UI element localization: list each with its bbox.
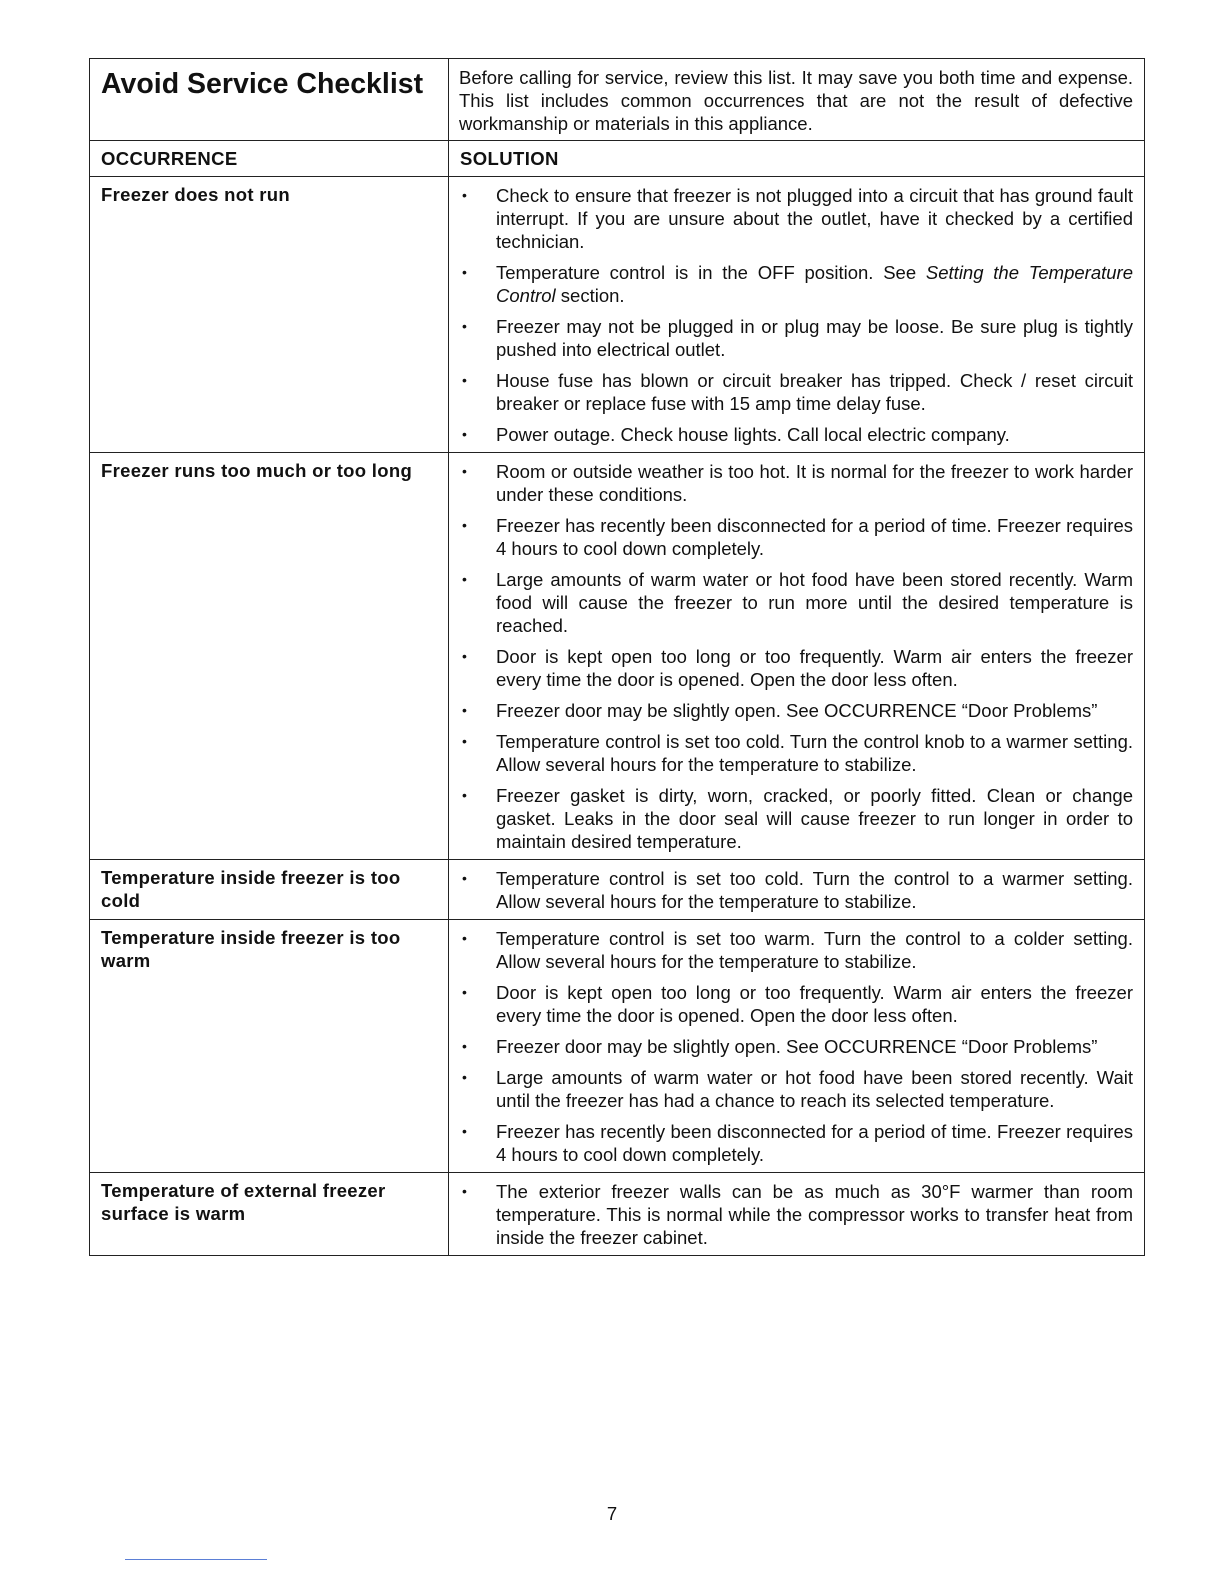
solution-item xyxy=(459,423,1133,446)
bullet-icon: • xyxy=(462,1038,467,1054)
solution-item xyxy=(459,514,1133,560)
page-title: Avoid Service Checklist xyxy=(101,68,424,100)
solution-text: Large amounts of warm water or hot food have been stored recently. Warm food will cause the freezer to run more until the desired temperature is reached. xyxy=(496,569,1133,636)
bullet-icon: • xyxy=(462,984,467,1000)
solution-item xyxy=(459,645,1133,691)
solution-item xyxy=(459,867,1133,913)
solution-item xyxy=(459,699,1133,722)
bullet-icon: • xyxy=(462,648,467,664)
solution-text: Freezer may not be plugged in or plug may be loose. Be sure plug is tightly pushed into electrical outlet. xyxy=(496,316,1133,360)
solution-text: Power outage. Check house lights. Call local electric company. xyxy=(496,424,1010,445)
solution-text: Check to ensure that freezer is not plugged into a circuit that has ground fault interrupt. If you are unsure about the outlet, have it checked by a certified technician. xyxy=(496,185,1133,252)
solution-list xyxy=(459,867,1133,913)
bullet-icon: • xyxy=(462,517,467,533)
bullet-icon: • xyxy=(462,1123,467,1139)
solution-text: Temperature control is set too cold. Turn the control knob to a warmer setting. Allow several hours for the temperature to stabilize. xyxy=(496,731,1133,775)
solution-text: Large amounts of warm water or hot food have been stored recently. Wait until the freezer has had a chance to reach its selected temperature. xyxy=(496,1067,1133,1111)
page-number: 7 xyxy=(606,1503,618,1524)
solution-item xyxy=(459,730,1133,776)
solution-list xyxy=(459,927,1133,1166)
solution-item xyxy=(459,981,1133,1027)
occurrence-cell: Freezer runs too much or too long xyxy=(90,453,449,860)
bullet-icon: • xyxy=(462,787,467,803)
solution-item xyxy=(459,1035,1133,1058)
solution-text: Temperature control is set too warm. Turn the control to a colder setting. Allow several hours for the temperature to stabilize. xyxy=(496,928,1133,972)
bullet-icon: • xyxy=(462,187,467,203)
occurrence-header: OCCURRENCE xyxy=(90,141,449,177)
solution-text: Freezer has recently been disconnected for a period of time. Freezer requires 4 hours to cool down completely. xyxy=(496,515,1133,559)
bullet-icon: • xyxy=(462,733,467,749)
occurrence-cell: Temperature of external freezer surface is warm xyxy=(90,1173,449,1256)
bullet-icon: • xyxy=(462,571,467,587)
solution-item xyxy=(459,1180,1133,1249)
title-row xyxy=(90,59,1145,141)
bullet-icon: • xyxy=(462,930,467,946)
solution-item xyxy=(459,927,1133,973)
checklist-row xyxy=(90,920,1145,1173)
solution-text: Door is kept open too long or too frequently. Warm air enters the freezer every time the door is opened. Open the door less often. xyxy=(496,646,1133,690)
solution-text: Freezer door may be slightly open. See OCCURRENCE “Door Problems” xyxy=(496,700,1098,721)
bullet-icon: • xyxy=(462,702,467,718)
occurrence-cell: Freezer does not run xyxy=(90,177,449,453)
bullet-icon: • xyxy=(462,318,467,334)
bullet-icon: • xyxy=(462,264,467,280)
solution-list xyxy=(459,460,1133,853)
solution-header: SOLUTION xyxy=(449,141,1145,177)
bullet-icon: • xyxy=(462,870,467,886)
solution-cell xyxy=(449,177,1145,453)
solution-item xyxy=(459,1066,1133,1112)
solution-item xyxy=(459,261,1133,307)
solution-list xyxy=(459,1180,1133,1249)
solution-text: Temperature control is set too cold. Turn the control to a warmer setting. Allow several hours for the temperature to stabilize. xyxy=(496,868,1133,912)
solution-item xyxy=(459,315,1133,361)
occurrence-cell: Temperature inside freezer is too cold xyxy=(90,860,449,920)
solution-item xyxy=(459,1120,1133,1166)
checklist-row xyxy=(90,860,1145,920)
bullet-icon: • xyxy=(462,1069,467,1085)
solution-text: Freezer gasket is dirty, worn, cracked, or poorly fitted. Clean or change gasket. Leaks in the door seal will cause freezer to run longer in order to maintain desired temperature. xyxy=(496,785,1133,852)
solution-list xyxy=(459,184,1133,446)
solution-text: Freezer has recently been disconnected for a period of time. Freezer requires 4 hours to cool down completely. xyxy=(496,1121,1133,1165)
solution-text: Temperature control is in the OFF position. See xyxy=(496,262,926,283)
solution-text: House fuse has blown or circuit breaker has tripped. Check / reset circuit breaker or replace fuse with 15 amp time delay fuse. xyxy=(496,370,1133,414)
bullet-icon: • xyxy=(462,1183,467,1199)
solution-text: Door is kept open too long or too frequently. Warm air enters the freezer every time the door is opened. Open the door less often. xyxy=(496,982,1133,1026)
solution-cell xyxy=(449,1173,1145,1256)
checklist-row xyxy=(90,453,1145,860)
solution-cell xyxy=(449,920,1145,1173)
solution-item xyxy=(459,784,1133,853)
solution-item xyxy=(459,369,1133,415)
checklist-row xyxy=(90,1173,1145,1256)
solution-cell xyxy=(449,453,1145,860)
section-reference: Setting the Temperature Control xyxy=(496,262,1133,306)
avoid-service-checklist-table xyxy=(89,58,1145,1256)
solution-item xyxy=(459,460,1133,506)
occurrence-cell: Temperature inside freezer is too warm xyxy=(90,920,449,1173)
solution-item xyxy=(459,184,1133,253)
title-cell xyxy=(90,59,449,141)
solution-cell xyxy=(449,860,1145,920)
header-row xyxy=(90,141,1145,177)
solution-text: The exterior freezer walls can be as much as 30°F warmer than room temperature. This is normal while the compressor works to transfer heat from inside the freezer cabinet. xyxy=(496,1181,1133,1248)
bullet-icon: • xyxy=(462,463,467,479)
solution-item xyxy=(459,568,1133,637)
bullet-icon: • xyxy=(462,426,467,442)
intro-text: Before calling for service, review this list. It may save you both time and expense. This list includes common occurrences that are not the result of defective workmanship or materials in this appliance. xyxy=(449,59,1145,141)
solution-text: Freezer door may be slightly open. See OCCURRENCE “Door Problems” xyxy=(496,1036,1098,1057)
solution-text: Room or outside weather is too hot. It is normal for the freezer to work harder under these conditions. xyxy=(496,461,1133,505)
solution-text: section. xyxy=(555,285,625,306)
footer-rule xyxy=(125,1559,267,1560)
checklist-row xyxy=(90,177,1145,453)
bullet-icon: • xyxy=(462,372,467,388)
